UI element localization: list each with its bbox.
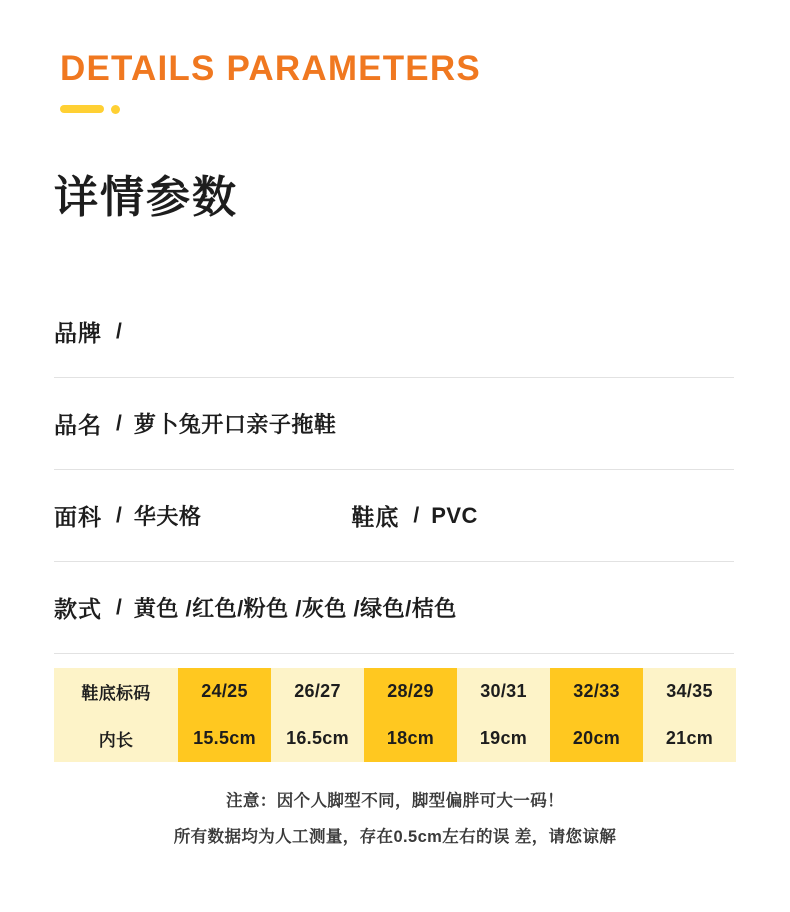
size-table-column-4	[457, 668, 550, 762]
size-value: 28/29	[387, 681, 434, 701]
spec-row-material-sole	[54, 470, 734, 562]
note-line-1: 注意：因个人脚型不同，脚型偏胖可大一码！	[226, 792, 564, 810]
spec-list	[54, 286, 734, 654]
size-table-column-2	[271, 668, 364, 762]
page-title-english: DETAILS PARAMETERS	[60, 49, 481, 88]
length-value: 21cm	[665, 728, 714, 748]
size-table-row-label-length: 内长	[98, 731, 134, 750]
length-value: 15.5cm	[193, 728, 256, 748]
spec-row-product-name	[54, 378, 734, 470]
size-value: 32/33	[573, 681, 620, 701]
spec-separator: /	[116, 503, 122, 527]
spec-value-sole: PVC	[431, 502, 478, 528]
size-value: 30/31	[480, 681, 527, 701]
spec-label-sole: 鞋底	[351, 504, 400, 530]
size-value: 24/25	[201, 681, 248, 701]
size-table-column-5	[550, 668, 643, 762]
length-value: 16.5cm	[286, 728, 349, 748]
accent-dot	[111, 105, 120, 114]
spec-value-style: 黄色 /红色/粉色 /灰色 /绿色/桔色	[133, 596, 457, 621]
size-value: 26/27	[294, 681, 341, 701]
spec-row-style	[54, 562, 734, 654]
spec-value-material: 华夫格	[133, 504, 202, 529]
spec-separator: /	[413, 503, 420, 527]
spec-row-brand	[54, 286, 734, 378]
accent-bar	[60, 105, 104, 113]
spec-label-style: 款式	[54, 596, 102, 622]
size-value: 34/35	[666, 681, 713, 701]
size-table-column-1	[178, 668, 271, 762]
spec-separator: /	[116, 595, 122, 619]
page-header	[60, 50, 740, 114]
spec-value-product-name: 萝卜兔开口亲子拖鞋	[133, 412, 337, 437]
spec-label-brand: 品牌	[54, 320, 102, 346]
notes-block	[0, 783, 790, 856]
page-title-chinese: 详情参数	[54, 173, 238, 222]
size-table-row-label-size: 鞋底标码	[81, 684, 151, 703]
size-table-column-3	[364, 668, 457, 762]
length-value: 19cm	[479, 728, 528, 748]
length-value: 18cm	[386, 728, 435, 748]
spec-label-product-name: 品名	[54, 412, 102, 438]
size-table-label-column	[54, 668, 178, 762]
spec-separator: /	[116, 319, 122, 343]
spec-pair-sole	[351, 499, 478, 532]
header-accent-decoration	[60, 105, 740, 114]
note-line-2: 所有数据均为人工测量，存在0.5cm左右的误 差，请您谅解	[173, 828, 617, 847]
spec-label-material: 面科	[54, 504, 102, 530]
length-value: 20cm	[572, 728, 621, 748]
size-table-column-6	[643, 668, 736, 762]
size-table	[54, 668, 736, 762]
spec-separator: /	[116, 411, 122, 435]
